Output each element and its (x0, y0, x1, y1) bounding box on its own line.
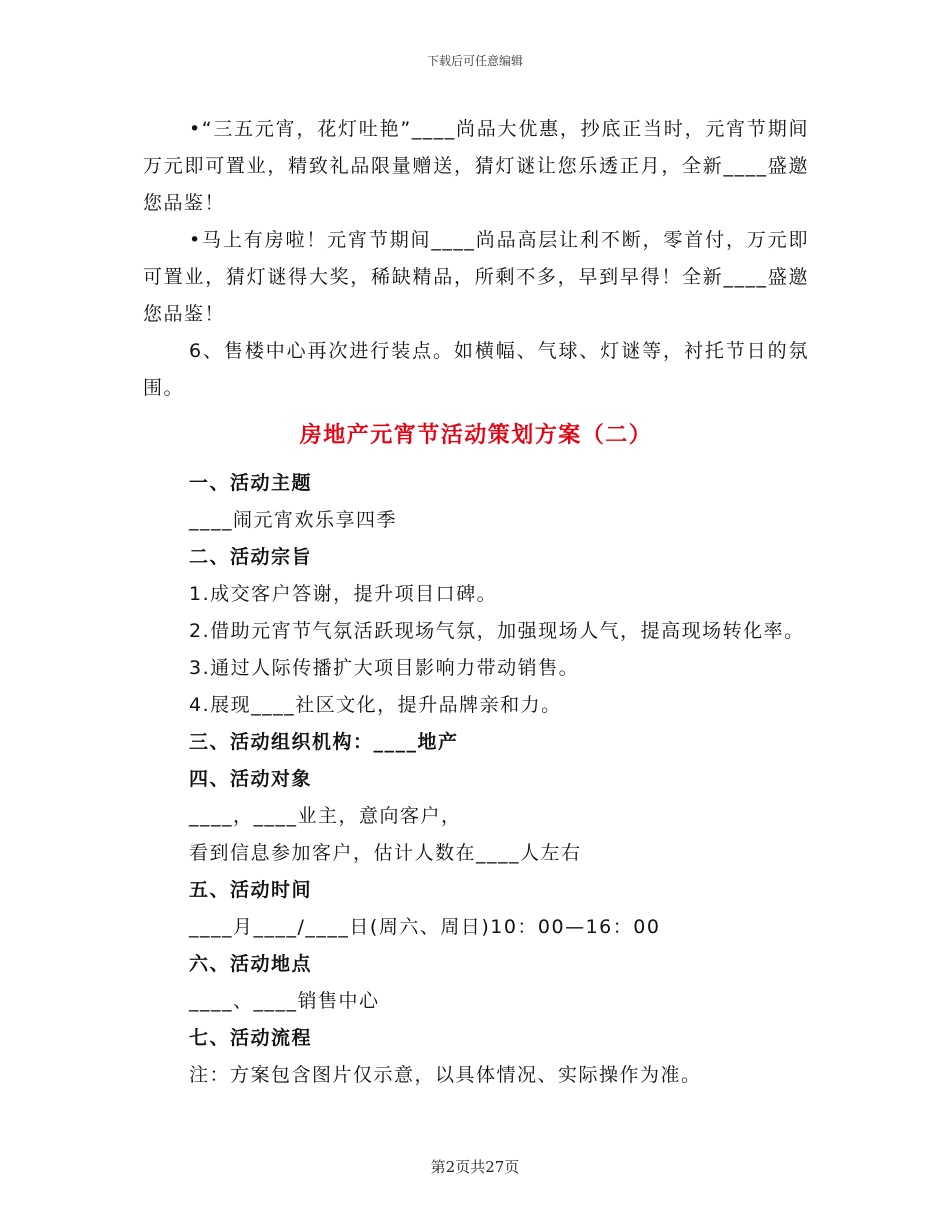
header-note: 下载后可任意编辑 (426, 54, 523, 68)
process-note: 注：方案包含图片仅示意，以具体情况、实际操作为准。 (189, 1064, 702, 1086)
paragraph-promo-house: •马上有房啦！元宵节期间____尚品高层让利不断，零首付，万元即可置业，猜灯谜得大奖，稀缺精品，所剩不多，早到早得！全新____盛邀您品鉴！ (143, 229, 809, 325)
location-text: ____、____销售中心 (189, 990, 380, 1012)
time-text: ____月____/____日(周六、周日)10：00—16：00 (189, 916, 661, 938)
audience-line-2: 看到信息参加客户，估计人数在____人左右 (189, 842, 582, 864)
audience-line-1: ____，____业主，意向客户， (189, 805, 462, 827)
purpose-item-1: 1.成交客户答谢，提升项目口碑。 (189, 583, 498, 605)
theme-text: ____闹元宵欢乐享四季 (189, 509, 398, 531)
section-heading-purpose: 二、活动宗旨 (189, 546, 313, 568)
purpose-item-4: 4.展现____社区文化，提升品牌亲和力。 (189, 694, 562, 716)
document-body (143, 111, 809, 1094)
paragraph-decoration: 6、售楼中心再次进行装点。如横幅、气球、灯谜等，衬托节日的氛围。 (143, 340, 809, 399)
purpose-item-2: 2.借助元宵节气氛活跃现场气氛，加强现场人气，提高现场转化率。 (189, 620, 805, 642)
section-heading-audience: 四、活动对象 (189, 768, 313, 790)
purpose-item-3: 3.通过人际传播扩大项目影响力带动销售。 (189, 657, 580, 679)
section-heading-location: 六、活动地点 (189, 953, 313, 975)
section-heading-organizer: 三、活动组织机构：____地产 (189, 731, 459, 753)
page-number: 第2页共27页 (430, 1158, 520, 1176)
section-heading-theme: 一、活动主题 (189, 472, 313, 494)
paragraph-promo-lantern: •“三五元宵，花灯吐艳”____尚品大优惠，抄底正当时，元宵节期间万元即可置业，精致礼品限量赠送，猜灯谜让您乐透正月，全新____盛邀您品鉴！ (143, 118, 809, 214)
document-title: 房地产元宵节活动策划方案（二） (299, 423, 653, 448)
section-heading-time: 五、活动时间 (189, 879, 313, 901)
section-heading-process: 七、活动流程 (189, 1027, 313, 1049)
